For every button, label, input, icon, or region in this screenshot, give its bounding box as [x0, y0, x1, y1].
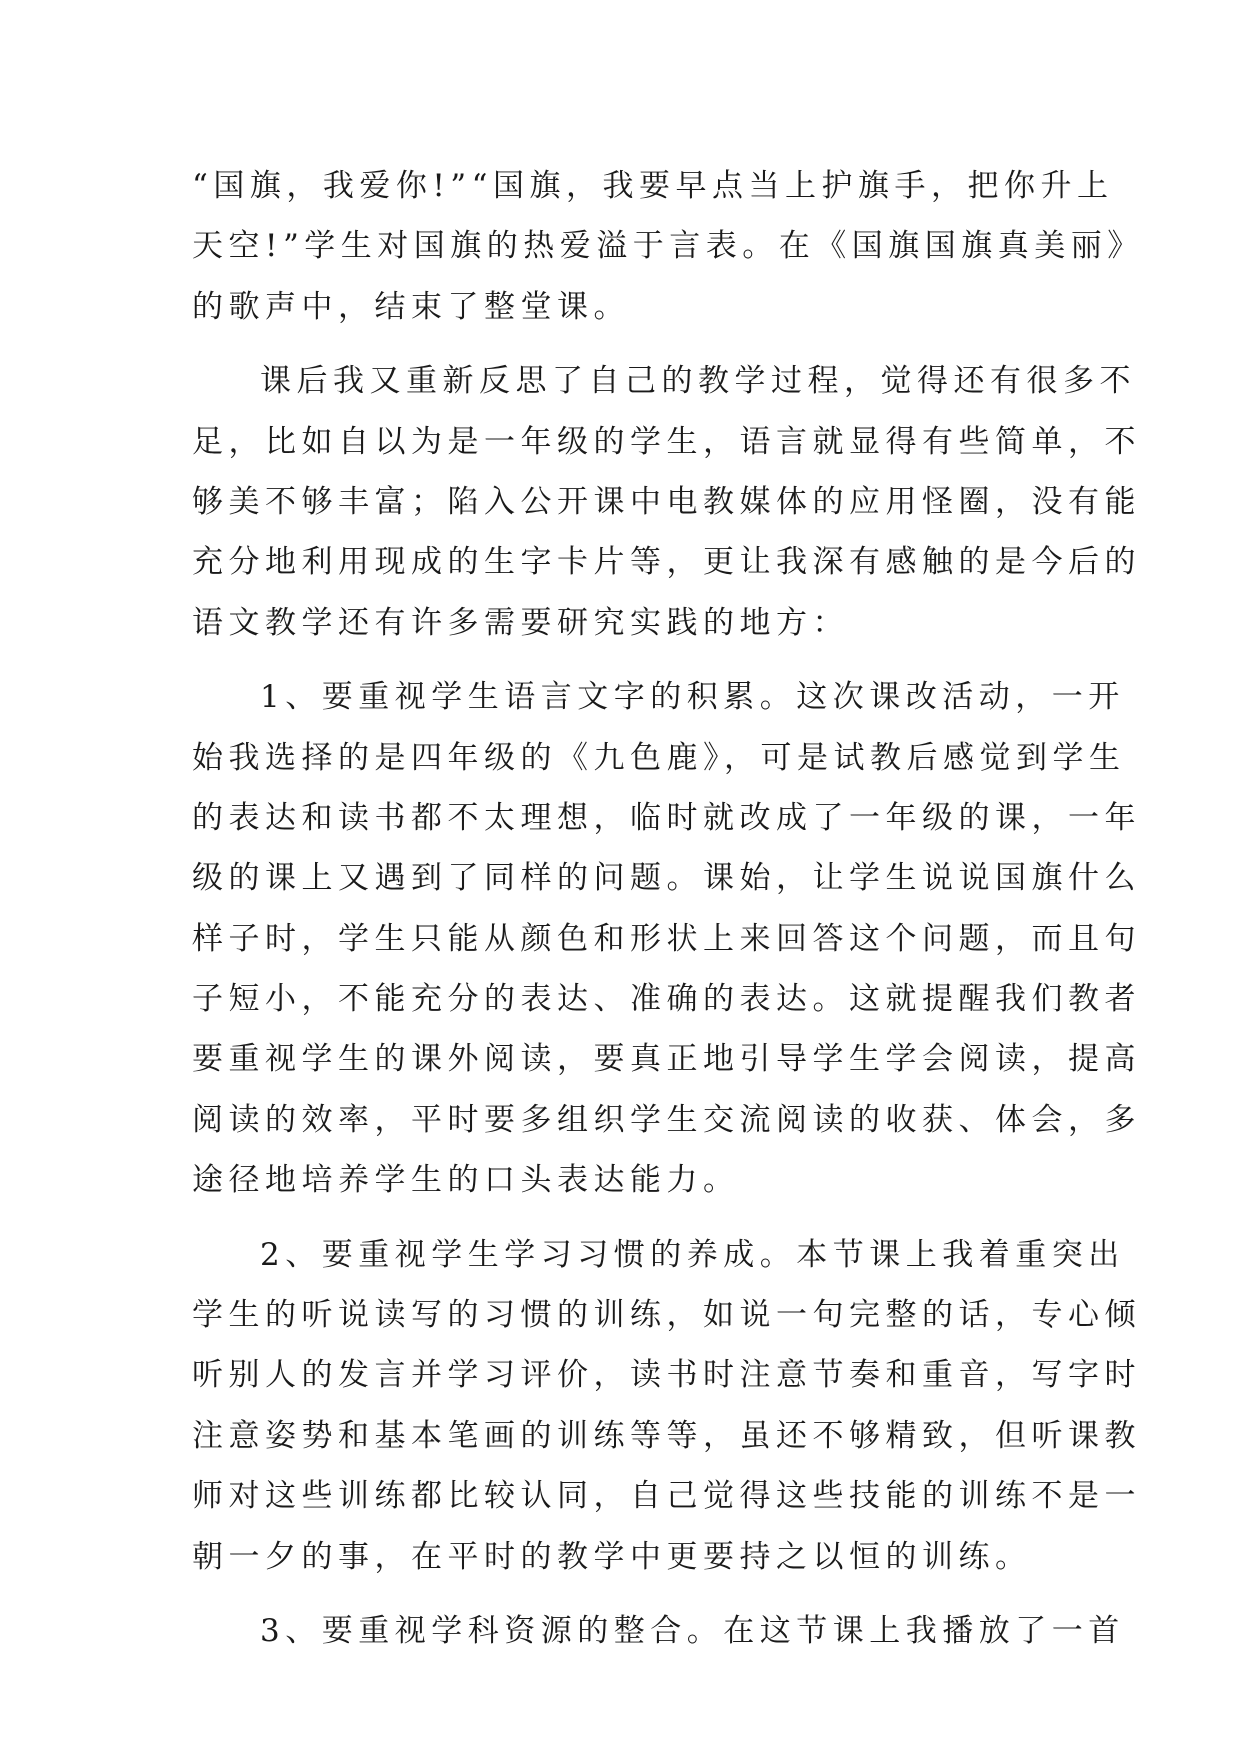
- text-line: 充分地利用现成的生字卡片等，更让我深有感触的是今后的: [192, 544, 1141, 581]
- text-line: 的歌声中，结束了整堂课。: [192, 288, 630, 325]
- text-line: 注意姿势和基本笔画的训练等等，虽还不够精致，但听课教: [192, 1417, 1141, 1454]
- text-line: 途径地培养学生的口头表达能力。: [192, 1162, 740, 1199]
- text-line: 2、要重视学生学习习惯的养成。本节课上我着重突出: [260, 1236, 1125, 1273]
- text-line: 级的课上又遇到了同样的问题。课始，让学生说说国旗什么: [192, 860, 1141, 897]
- paragraph-gap: [192, 653, 1052, 667]
- text-line: 阅读的效率，平时要多组织学生交流阅读的收获、体会，多: [192, 1101, 1141, 1138]
- text-line: 子短小，不能充分的表达、准确的表达。这就提醒我们教者: [192, 981, 1141, 1018]
- text-line: 1、要重视学生语言文字的积累。这次课改活动，一开: [260, 679, 1125, 716]
- text-line: 学生的听说读写的习惯的训练，如说一句完整的话，专心倾: [192, 1297, 1141, 1334]
- text-line: 听别人的发言并学习评价，读书时注意节奏和重音，写字时: [192, 1357, 1141, 1394]
- text-line: 3、要重视学科资源的整合。在这节课上我播放了一首: [260, 1612, 1125, 1649]
- paragraph-gap: [192, 337, 1052, 351]
- text-line: 样子时，学生只能从颜色和形状上来回答这个问题，而且句: [192, 920, 1141, 957]
- text-line: 要重视学生的课外阅读，要真正地引导学生学会阅读，提高: [192, 1041, 1141, 1078]
- text-line: “国旗，我爱你!”“国旗，我要早点当上护旗手，把你升上: [192, 168, 1114, 204]
- text-line: 的表达和读书都不太理想，临时就改成了一年级的课，一年: [192, 799, 1141, 836]
- text-line: 朝一夕的事，在平时的教学中更要持之以恒的训练。: [192, 1538, 1032, 1575]
- paragraph-gap: [192, 1211, 1052, 1225]
- paragraph-gap: [192, 1587, 1052, 1601]
- body-text: [192, 156, 1144, 1661]
- text-line: 始我选择的是四年级的《九色鹿》，可是试教后感觉到学生: [192, 739, 1126, 776]
- text-line: 天空!”学生对国旗的热爱溢于言表。在《国旗国旗真美丽》: [192, 228, 1144, 265]
- text-line: 足，比如自以为是一年级的学生，语言就显得有些简单，不: [192, 423, 1141, 460]
- text-line: 语文教学还有许多需要研究实践的地方：: [192, 604, 849, 641]
- text-line: 师对这些训练都比较认同，自己觉得这些技能的训练不是一: [192, 1478, 1141, 1515]
- text-line: 够美不够丰富；陷入公开课中电教媒体的应用怪圈，没有能: [192, 483, 1141, 520]
- text-line: 课后我又重新反思了自己的教学过程，觉得还有很多不: [260, 363, 1136, 400]
